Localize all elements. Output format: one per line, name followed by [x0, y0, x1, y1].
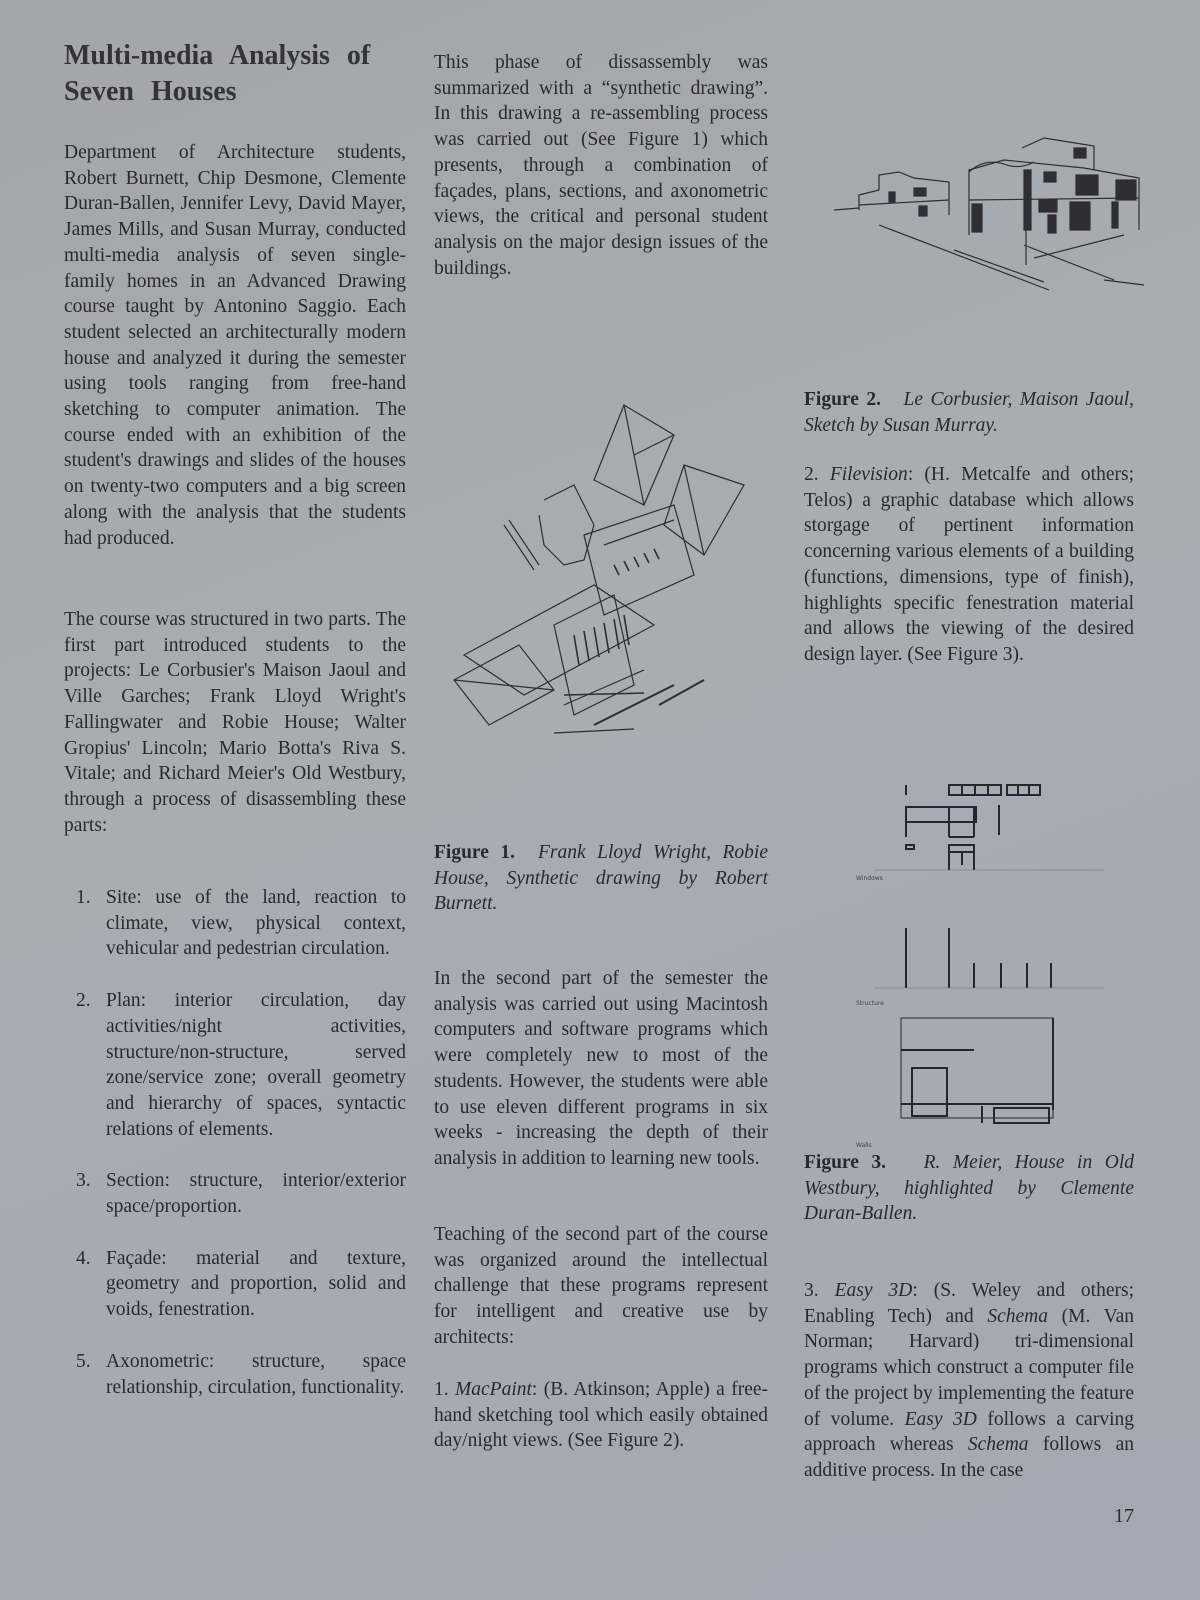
program-macpaint: 1. MacPaint: (B. Atkinson; Apple) a free-hand sketching tool which easily obtained day/night views. (See Figure 2). [434, 1379, 768, 1452]
list-item: 5. Axonometric: structure, space relationship, circulation, functionality. [76, 1350, 406, 1398]
layer-label-structure: Structure [856, 1000, 884, 1007]
list-item: 3. Section: structure, interior/exterior space/proportion. [76, 1170, 406, 1218]
list-item: 1. Site: use of the land, reaction to climate, view, physical context, vehicular and pedestrian circulation. [76, 887, 406, 960]
layer-label-walls: Walls [856, 1142, 872, 1149]
program-easy3d-schema: 3. Easy 3D: (S. Weley and others; Enabling Tech) and Schema (M. Van Norman; Harvard) tri-dimensional programs which construct a computer file of the project by implementing the feature of volume. Easy 3D follows a carving approach whereas Schema follows an additive process. In the case [804, 1280, 1135, 1481]
layer-label-windows: Windows [856, 875, 883, 882]
analysis-parts-list [64, 885, 406, 1426]
figure-3-caption: Figure 3. R. Meier, House in Old Westbury, highlighted by Clemente Duran-Ballen. [804, 1152, 1134, 1225]
figure-3-layers [844, 770, 1104, 1150]
second-part-paragraph: In the second part of the semester the analysis was carried out using Macintosh computers and software programs which were completely new to most of the students. However, the students were able to use eleven different programs in six weeks - increasing the depth of their analysis in addition to learning new tools. [434, 968, 768, 1169]
figure-1-drawing [444, 395, 764, 775]
figure-1-caption: Figure 1. Frank Lloyd Wright, Robie House, Synthetic drawing by Robert Burnett. [434, 842, 768, 915]
intro-paragraph: Department of Architecture students, Robert Burnett, Chip Desmone, Clemente Duran-Ballen, Jennifer Levy, David Mayer, James Mills, and Susan Murray, conducted multi-media analysis of seven single-family homes in an Advanced Drawing course taught by Antonino Saggio. Each student selected an architecturally modern house and analyzed it during the semester using tools ranging from free-hand sketching to computer animation. The course ended with an exhibition of the student's drawings and slides of the houses on twenty-two computers and a big screen along with the analysis that the students had produced. [64, 142, 406, 549]
structure-paragraph: The course was structured in two parts. The first part introduced students to the projects: Le Corbusier's Maison Jaoul and Ville Garches; Frank Lloyd Wright's Fallingwater and Robie House; Walter Gropius' Lincoln; Mario Botta's Riva S. Vitale; and Richard Meier's Old Westbury, through a process of disassembling these parts: [64, 609, 406, 836]
list-item: 4. Façade: material and texture, geometry and proportion, solid and voids, fenestration. [76, 1247, 406, 1321]
list-item: 2. Plan: interior circulation, day activities/night activities, structure/non-structure, served zone/service zone; overall geometry and hierarchy of spaces, syntactic relations of elements. [76, 990, 406, 1140]
program-filevision: 2. Filevision: (H. Metcalfe and others; Telos) a graphic database which allows storgage of pertinent information concerning various elements of a building (functions, dimensions, type of finish), highlights specific fenestration material and allows the viewing of the desired design layer. (See Figure 3). [804, 464, 1134, 665]
teaching-paragraph: Teaching of the second part of the course was organized around the intellectual challenge that these programs represent for intelligent and creative use by architects: [434, 1224, 768, 1348]
figure-2-caption: Figure 2. Le Corbusier, Maison Jaoul, Sketch by Susan Murray. [804, 389, 1135, 436]
page-number: 17 [1114, 1505, 1134, 1527]
synthetic-drawing-paragraph: This phase of dissassembly was summarized with a “synthetic drawing”. In this drawing a re-assembling process was carried out (See Figure 1) which presents, through a combination of façades, plans, sections, and axonometric views, the critical and personal student analysis on the major design issues of the buildings. [434, 52, 768, 279]
article-title: Multi-media Analysis of Seven Houses [64, 40, 371, 107]
figure-2-sketch [804, 100, 1144, 300]
